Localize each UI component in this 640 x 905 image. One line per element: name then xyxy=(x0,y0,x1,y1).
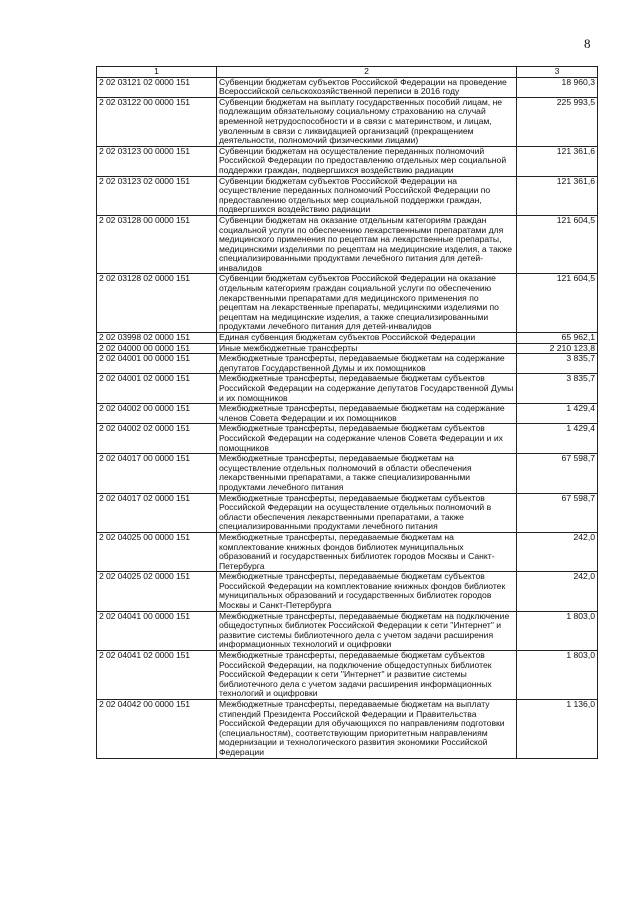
row-code: 2 02 03998 02 0000 151 xyxy=(97,333,217,344)
row-description: Единая субвенция бюджетам субъектов Российской Федерации xyxy=(217,333,517,344)
row-amount: 242,0 xyxy=(517,532,598,571)
row-description: Межбюджетные трансферты, передаваемые бюджетам на выплату стипендий Президента Российской Федерации и Правительства Российской Федерации для обучающихся по направлениям подготовки (специальностям), соответствующим приоритетным направлениям модернизации и технологического развития экономики Российской Федерации xyxy=(217,700,517,759)
row-description: Межбюджетные трансферты, передаваемые бюджетам на содержание депутатов Государственной Думы и их помощников xyxy=(217,354,517,374)
row-description: Субвенции бюджетам на оказание отдельным категориям граждан социальной услуги по обеспечению лекарственными препаратами для медицинского применения по рецептам на лекарственные препараты, медицинскими изделиями по рецептам на медицинские изделия, а также специализированными продуктами лечебного питания для детей-инвалидов xyxy=(217,215,517,274)
row-amount: 65 962,1 xyxy=(517,333,598,344)
row-code: 2 02 03128 00 0000 151 xyxy=(97,215,217,274)
row-amount: 1 429,4 xyxy=(517,424,598,454)
table-row xyxy=(97,493,598,532)
row-code: 2 02 03123 00 0000 151 xyxy=(97,146,217,176)
table-row xyxy=(97,611,598,650)
row-amount: 1 803,0 xyxy=(517,611,598,650)
table-row xyxy=(97,454,598,493)
row-code: 2 02 04017 02 0000 151 xyxy=(97,493,217,532)
table-row xyxy=(97,215,598,274)
row-amount: 3 835,7 xyxy=(517,374,598,404)
row-code: 2 02 04002 02 0000 151 xyxy=(97,424,217,454)
row-amount: 242,0 xyxy=(517,572,598,611)
row-code: 2 02 04041 02 0000 151 xyxy=(97,651,217,700)
row-description: Межбюджетные трансферты, передаваемые бюджетам субъектов Российской Федерации, на подключение общедоступных библиотек Российской Федерации к сети "Интернет" и развитие системы библиотечного дела с учетом задачи расширения информационных технологий и оцифровки xyxy=(217,651,517,700)
row-code: 2 02 04041 00 0000 151 xyxy=(97,611,217,650)
row-description: Иные межбюджетные трансферты xyxy=(217,343,517,354)
row-code: 2 02 04002 00 0000 151 xyxy=(97,404,217,424)
row-amount: 3 835,7 xyxy=(517,354,598,374)
row-code: 2 02 04042 00 0000 151 xyxy=(97,700,217,759)
table-row xyxy=(97,333,598,344)
row-amount: 121 604,5 xyxy=(517,274,598,333)
row-code: 2 02 04025 02 0000 151 xyxy=(97,572,217,611)
row-description: Межбюджетные трансферты, передаваемые бюджетам на осуществление отдельных полномочий в области обеспечения лекарственными препаратами, а также специализированными продуктами лечебного питания xyxy=(217,454,517,493)
column-header-description: 2 xyxy=(217,67,517,78)
row-description: Субвенции бюджетам на выплату государственных пособий лицам, не подлежащим обязательному социальному страхованию на случай временной нетрудоспособности и в связи с материнством, и лицам, уволенным в связи с ликвидацией организаций (прекращением деятельности, полномочий физическими лицами) xyxy=(217,97,517,146)
table-row xyxy=(97,404,598,424)
row-code: 2 02 04001 00 0000 151 xyxy=(97,354,217,374)
row-amount: 18 960,3 xyxy=(517,77,598,97)
row-amount: 225 993,5 xyxy=(517,97,598,146)
row-amount: 2 210 123,8 xyxy=(517,343,598,354)
table-row xyxy=(97,651,598,700)
row-description: Межбюджетные трансферты, передаваемые бюджетам на содержание членов Совета Федерации и их помощников xyxy=(217,404,517,424)
row-description: Субвенции бюджетам субъектов Российской Федерации на проведение Всероссийской сельскохозяйственной переписи в 2016 году xyxy=(217,77,517,97)
row-code: 2 02 04001 02 0000 151 xyxy=(97,374,217,404)
row-amount: 1 429,4 xyxy=(517,404,598,424)
row-description: Межбюджетные трансферты, передаваемые бюджетам субъектов Российской Федерации на содержание членов Совета Федерации и их помощников xyxy=(217,424,517,454)
table-row xyxy=(97,343,598,354)
table-row xyxy=(97,424,598,454)
row-amount: 67 598,7 xyxy=(517,454,598,493)
column-header-amount: 3 xyxy=(517,67,598,78)
table-row xyxy=(97,700,598,759)
row-amount: 1 136,0 xyxy=(517,700,598,759)
row-amount: 121 361,6 xyxy=(517,176,598,215)
table-row xyxy=(97,354,598,374)
row-amount: 67 598,7 xyxy=(517,493,598,532)
column-header-code: 1 xyxy=(97,67,217,78)
row-amount: 121 361,6 xyxy=(517,146,598,176)
budget-revenue-table xyxy=(96,66,598,759)
row-description: Межбюджетные трансферты, передаваемые бюджетам субъектов Российской Федерации на комплектование книжных фондов библиотек муниципальных образований и государственных библиотек городов Москвы и Санкт-Петербурга xyxy=(217,572,517,611)
row-description: Межбюджетные трансферты, передаваемые бюджетам на подключение общедоступных библиотек Российской Федерации к сети "Интернет" и развитие системы библиотечного дела с учетом задачи расширения информационных технологий и оцифровки xyxy=(217,611,517,650)
row-description: Межбюджетные трансферты, передаваемые бюджетам на комплектование книжных фондов библиотек муниципальных образований и государственных библиотек городов Москвы и Санкт-Петербурга xyxy=(217,532,517,571)
table-header-row xyxy=(97,67,598,78)
table-row xyxy=(97,374,598,404)
row-code: 2 02 03122 00 0000 151 xyxy=(97,97,217,146)
row-description: Субвенции бюджетам субъектов Российской Федерации на осуществление переданных полномочий Российской Федерации по предоставлению отдельных мер социальной поддержки граждан, подвергшихся воздействию радиации xyxy=(217,176,517,215)
page-number: 8 xyxy=(584,36,591,51)
table-row xyxy=(97,572,598,611)
row-amount: 1 803,0 xyxy=(517,651,598,700)
row-description: Межбюджетные трансферты, передаваемые бюджетам субъектов Российской Федерации на содержание депутатов Государственной Думы и их помощников xyxy=(217,374,517,404)
table-row xyxy=(97,532,598,571)
row-amount: 121 604,5 xyxy=(517,215,598,274)
row-description: Межбюджетные трансферты, передаваемые бюджетам субъектов Российской Федерации на осуществление отдельных полномочий в области обеспечения лекарственными препаратами, а также специализированными продуктами лечебного питания xyxy=(217,493,517,532)
row-code: 2 02 03128 02 0000 151 xyxy=(97,274,217,333)
row-code: 2 02 04025 00 0000 151 xyxy=(97,532,217,571)
row-description: Субвенции бюджетам на осуществление переданных полномочий Российской Федерации по предоставлению отдельных мер социальной поддержки граждан, подвергшихся воздействию радиации xyxy=(217,146,517,176)
table-row xyxy=(97,97,598,146)
table-row xyxy=(97,274,598,333)
row-code: 2 02 03123 02 0000 151 xyxy=(97,176,217,215)
row-description: Субвенции бюджетам субъектов Российской Федерации на оказание отдельным категориям граждан социальной услуги по обеспечению лекарственными препаратами для медицинского применения по рецептам на лекарственные препараты, медицинскими изделиями по рецептам на медицинские изделия, а также специализированными продуктами лечебного питания для детей-инвалидов xyxy=(217,274,517,333)
table-row xyxy=(97,77,598,97)
table-row xyxy=(97,176,598,215)
row-code: 2 02 04017 00 0000 151 xyxy=(97,454,217,493)
table-row xyxy=(97,146,598,176)
row-code: 2 02 03121 02 0000 151 xyxy=(97,77,217,97)
row-code: 2 02 04000 00 0000 151 xyxy=(97,343,217,354)
